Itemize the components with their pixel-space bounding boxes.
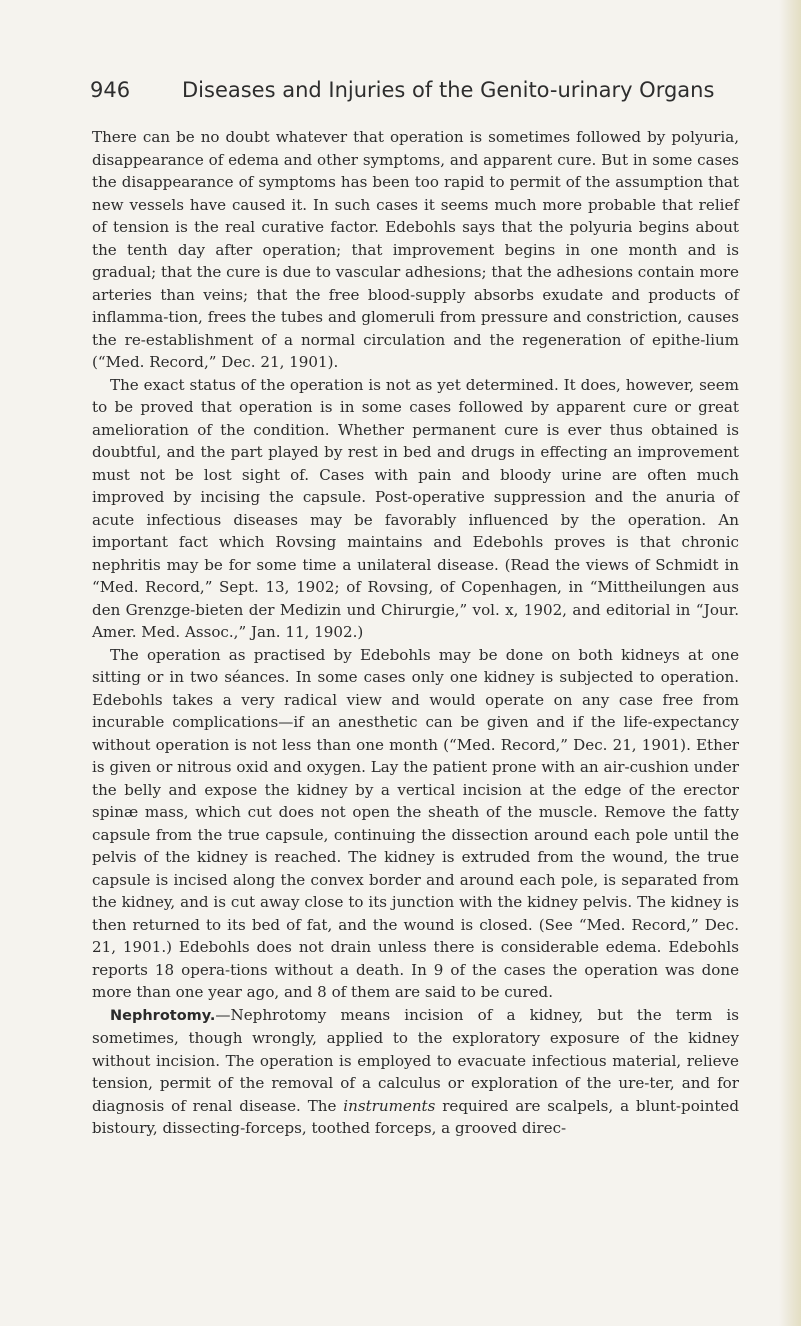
page-edge-shadow <box>779 0 801 1326</box>
paragraph: The exact status of the operation is not as yet determined. It does, however, seem to be proved that operation is in some cases followed by apparent cure or great amelioration of the condition. Whether permanent cure is ever thus obtained is doubtful, and the part played by rest in bed and drugs in effecting an improvement must not be lost sight of. Cases with pain and bloody urine are often much improved by incising the capsule. Post-operative suppression and the anuria of acute infectious diseases may be favorably influenced by the operation. An important fact which Rovsing maintains and Edebohls proves is that chronic nephritis may be for some time a unilateral disease. (Read the views of Schmidt in “Med. Record,” Sept. 13, 1902; of Rovsing, of Copenhagen, in “Mittheilungen aus den Grenzge-bieten der Medizin und Chirurgie,” vol. x, 1902, and editorial in “Jour. Amer. Med. Assoc.,” Jan. 11, 1902.) <box>92 375 739 641</box>
page-number: 946 <box>90 78 131 102</box>
body-text <box>92 126 739 1140</box>
paragraph-nephrotomy <box>92 1004 739 1140</box>
running-title: Diseases and Injuries of the Genito-urinary Organs <box>182 78 715 102</box>
paragraph-text: required are scalpels, a blunt-pointed bistoury, dissecting-forceps, toothed forceps, a grooved direc- <box>92 1096 739 1137</box>
section-heading: Nephrotomy. <box>110 1007 216 1024</box>
page-header <box>90 78 750 114</box>
paragraph: The operation as practised by Edebohls may be done on both kidneys at one sitting or in two séances. In some cases only one kidney is subjected to operation. Edebohls takes a very radical view and would operate on any case free from incurable complications—if an anesthetic can be given and if the life-expectancy without operation is not less than one month (“Med. Record,” Dec. 21, 1901). Ether is given or nitrous oxid and oxygen. Lay the patient prone with an air-cushion under the belly and expose the kidney by a vertical incision at the edge of the erector spinæ mass, which cut does not open the sheath of the muscle. Remove the fatty capsule from the true capsule, continuing the dissection around each pole until the pelvis of the kidney is reached. The kidney is extruded from the wound, the true capsule is incised along the convex border and around each pole, is separated from the kidney, and is cut away close to its junction with the kidney pelvis. The kidney is then returned to its bed of fat, and the wound is closed. (See “Med. Record,” Dec. 21, 1901.) Edebohls does not drain unless there is considerable edema. Edebohls reports 18 opera-tions without a death. In 9 of the cases the operation was done more than one year ago, and 8 of them are said to be cured. <box>92 645 739 1001</box>
paragraph-text: —Nephrotomy means incision of a kidney, but the term is sometimes, though wrongly, applied to the exploratory exposure of the kidney without incision. The operation is employed to evacuate infectious material, relieve tension, permit of the removal of a calculus or exploration of the ure-ter, and for diagnosis of renal disease. The <box>92 1005 739 1115</box>
paragraph: There can be no doubt whatever that operation is sometimes followed by polyuria, disappearance of edema and other symptoms, and apparent cure. But in some cases the disappearance of symptoms has been too rapid to permit of the assumption that new vessels have caused it. In such cases it seems much more probable that relief of tension is the real curative factor. Edebohls says that the polyuria begins about the tenth day after operation; that improvement begins in one month and is gradual; that the cure is due to vascular adhesions; that the adhesions contain more arteries than veins; that the free blood-supply absorbs exudate and products of inflamma-tion, frees the tubes and glomeruli from pressure and constriction, causes the re-establishment of a normal circulation and the regeneration of epithe-lium (“Med. Record,” Dec. 21, 1901). <box>92 128 739 371</box>
italic-term: instruments <box>343 1096 436 1115</box>
